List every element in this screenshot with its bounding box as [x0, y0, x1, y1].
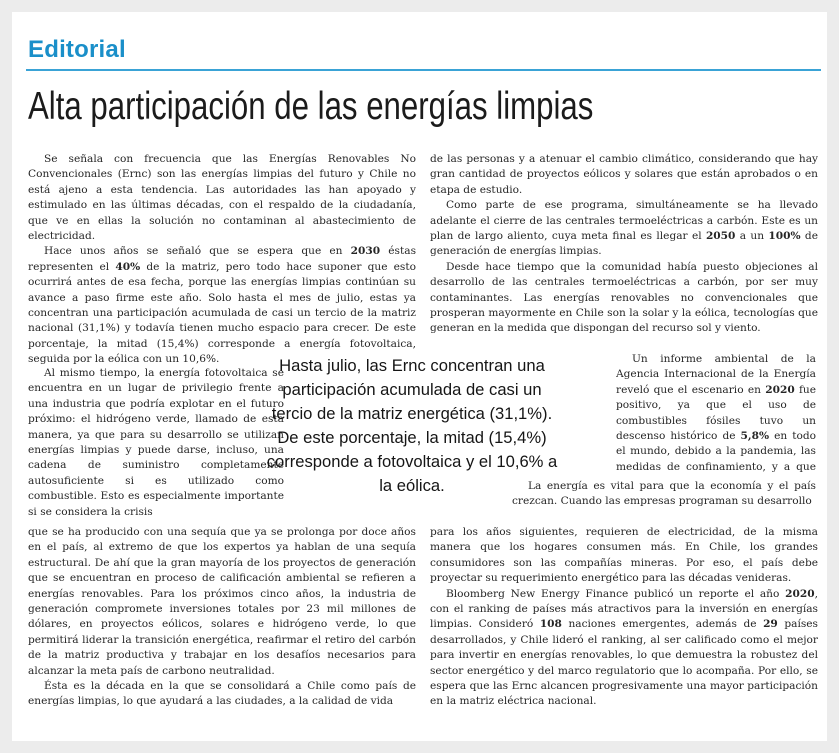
paragraph: La energía es vital para que la economía y el país crezcan. Cuando las empresas programan su desarrollo [512, 480, 816, 508]
pull-quote-text: Hasta julio, las Ernc concentran una participación acumulada de casi un tercio de la matriz energética (31,1%). De este porcentaje, la mitad (15,4%) corresponde a fotovoltaica y el 10,6% a la eólica. [266, 356, 558, 495]
paragraph: Bloomberg New Energy Finance publicó un reporte el año 2020, con el ranking de países más atractivos para la inversión en energías limpias. Consideró 108 naciones emergentes, además de 29 países desarrollados, y Chile lideró el ranking, al ser calificado como el mejor para invertir en energías renovables, lo que demuestra la robustez del sector energético y del marco regulatorio que lo acompaña. Por ello, se espera que las Ernc alcancen progresivamente una mayor participación en la matriz eléctrica nacional. [430, 587, 818, 708]
section-divider [26, 69, 821, 71]
article-column-3 [28, 366, 284, 528]
headline: Alta participación de las energías limpias [28, 85, 594, 128]
article-column-7 [430, 525, 818, 725]
article-column-4 [616, 352, 816, 474]
article-column-1 [28, 152, 416, 368]
article-column-6 [28, 525, 416, 725]
paragraph: Como parte de ese programa, simultáneamente se ha llevado adelante el cierre de las centrales termoeléctricas a carbón. Este es un plan de largo aliento, cuya meta final es llegar el 2050 a un 100% de generación de energías limpias. [430, 199, 818, 258]
paragraph: Hace unos años se señaló que se espera que en 2030 éstas representen el 40% de la matriz, pero todo hace suponer que esto ocurrirá antes de esa fecha, porque las energías limpias continúan su avance a paso firme este año. Solo hasta el mes de julio, estas ya concentran una participación acumulada de casi un tercio de la matriz nacional (31,1%) y todavía tienen mucho espacio para crecer. De este porcentaje, la mitad (15,4%) corresponde a energía fotovoltaica, seguida por la eólica con un 10,6%. [28, 245, 416, 366]
article-column-2 [430, 152, 818, 357]
pull-quote [262, 356, 562, 495]
paragraph: para los años siguientes, requieren de electricidad, de la misma manera que los hogares consumen más. En Chile, los grandes consumidores son las compañías mineras. Por eso, el país debe proyectar su requerimiento energético para las décadas venideras. [430, 526, 818, 585]
section-label: Editorial [28, 36, 126, 63]
article-column-5 [512, 479, 816, 525]
paragraph: de las personas y a atenuar el cambio climático, considerando que hay gran cantidad de proyectos eólicos y solares que están aprobados o en etapa de estudio. [430, 153, 818, 196]
paragraph: Desde hace tiempo que la comunidad había puesto objeciones al desarrollo de las centrales termoeléctricas a carbón, por ser muy contaminantes. Las energías renovables no convencionales que prosperan mayormente en Chile son la solar y la eólica, tecnologías que generan en la medida que dispongan del recurso sol y viento. [430, 260, 818, 335]
newspaper-page [12, 12, 827, 741]
paragraph: que se ha producido con una sequía que ya se prolonga por doce años en el país, al extremo de que los expertos ya hablan de una sequía estructural. De ahí que la gran mayoría de los proyectos de generación que se encuentran en proceso de calificación ambiental se refieren a energías renovables. Para los próximos cinco años, la industria de generación compromete inversiones totales por 23 mil millones de dólares, en proyectos eólicos, solares e hidrógeno verde, lo que permitirá liderar la transición energética, reafirmar el retiro del carbón de la matriz productiva y trabajar en los desafíos necesarios para alcanzar la meta país de carbono neutralidad. [28, 526, 416, 677]
paragraph: Un informe ambiental de la Agencia Internacional de la Energía reveló que el escenario en 2020 fue positivo, ya que el uso de combustibles fósiles tuvo un descenso histórico de 5,8% en todo el mundo, debido a la pandemia, las medidas de confinamiento, y a que [616, 353, 816, 473]
paragraph: Ésta es la década en la que se consolidará a Chile como país de energías limpias, lo que ayudará a las ciudades, a la calidad de vida [28, 680, 416, 708]
paragraph: Al mismo tiempo, la energía fotovoltaica se encuentra en un lugar de privilegio frente a una industria que podría explotar en el futuro próximo: el hidrógeno verde, llamado de esta manera, ya que para su desarrollo se utilizan energías limpias y puede darse, incluso, una cadena de suministro completamente autosuficiente si es utilizado como combustible. Esto es especialmente importante si se considera la crisis [28, 367, 284, 518]
paragraph: Se señala con frecuencia que las Energías Renovables No Convencionales (Ernc) son las energías limpias del futuro y Chile no está ajeno a esta tendencia. Las autoridades las han apoyado y estimulado en las últimas décadas, con el respaldo de la ciudadanía, que ve en ellas la solución no contaminan al abastecimiento de electricidad. [28, 153, 416, 243]
